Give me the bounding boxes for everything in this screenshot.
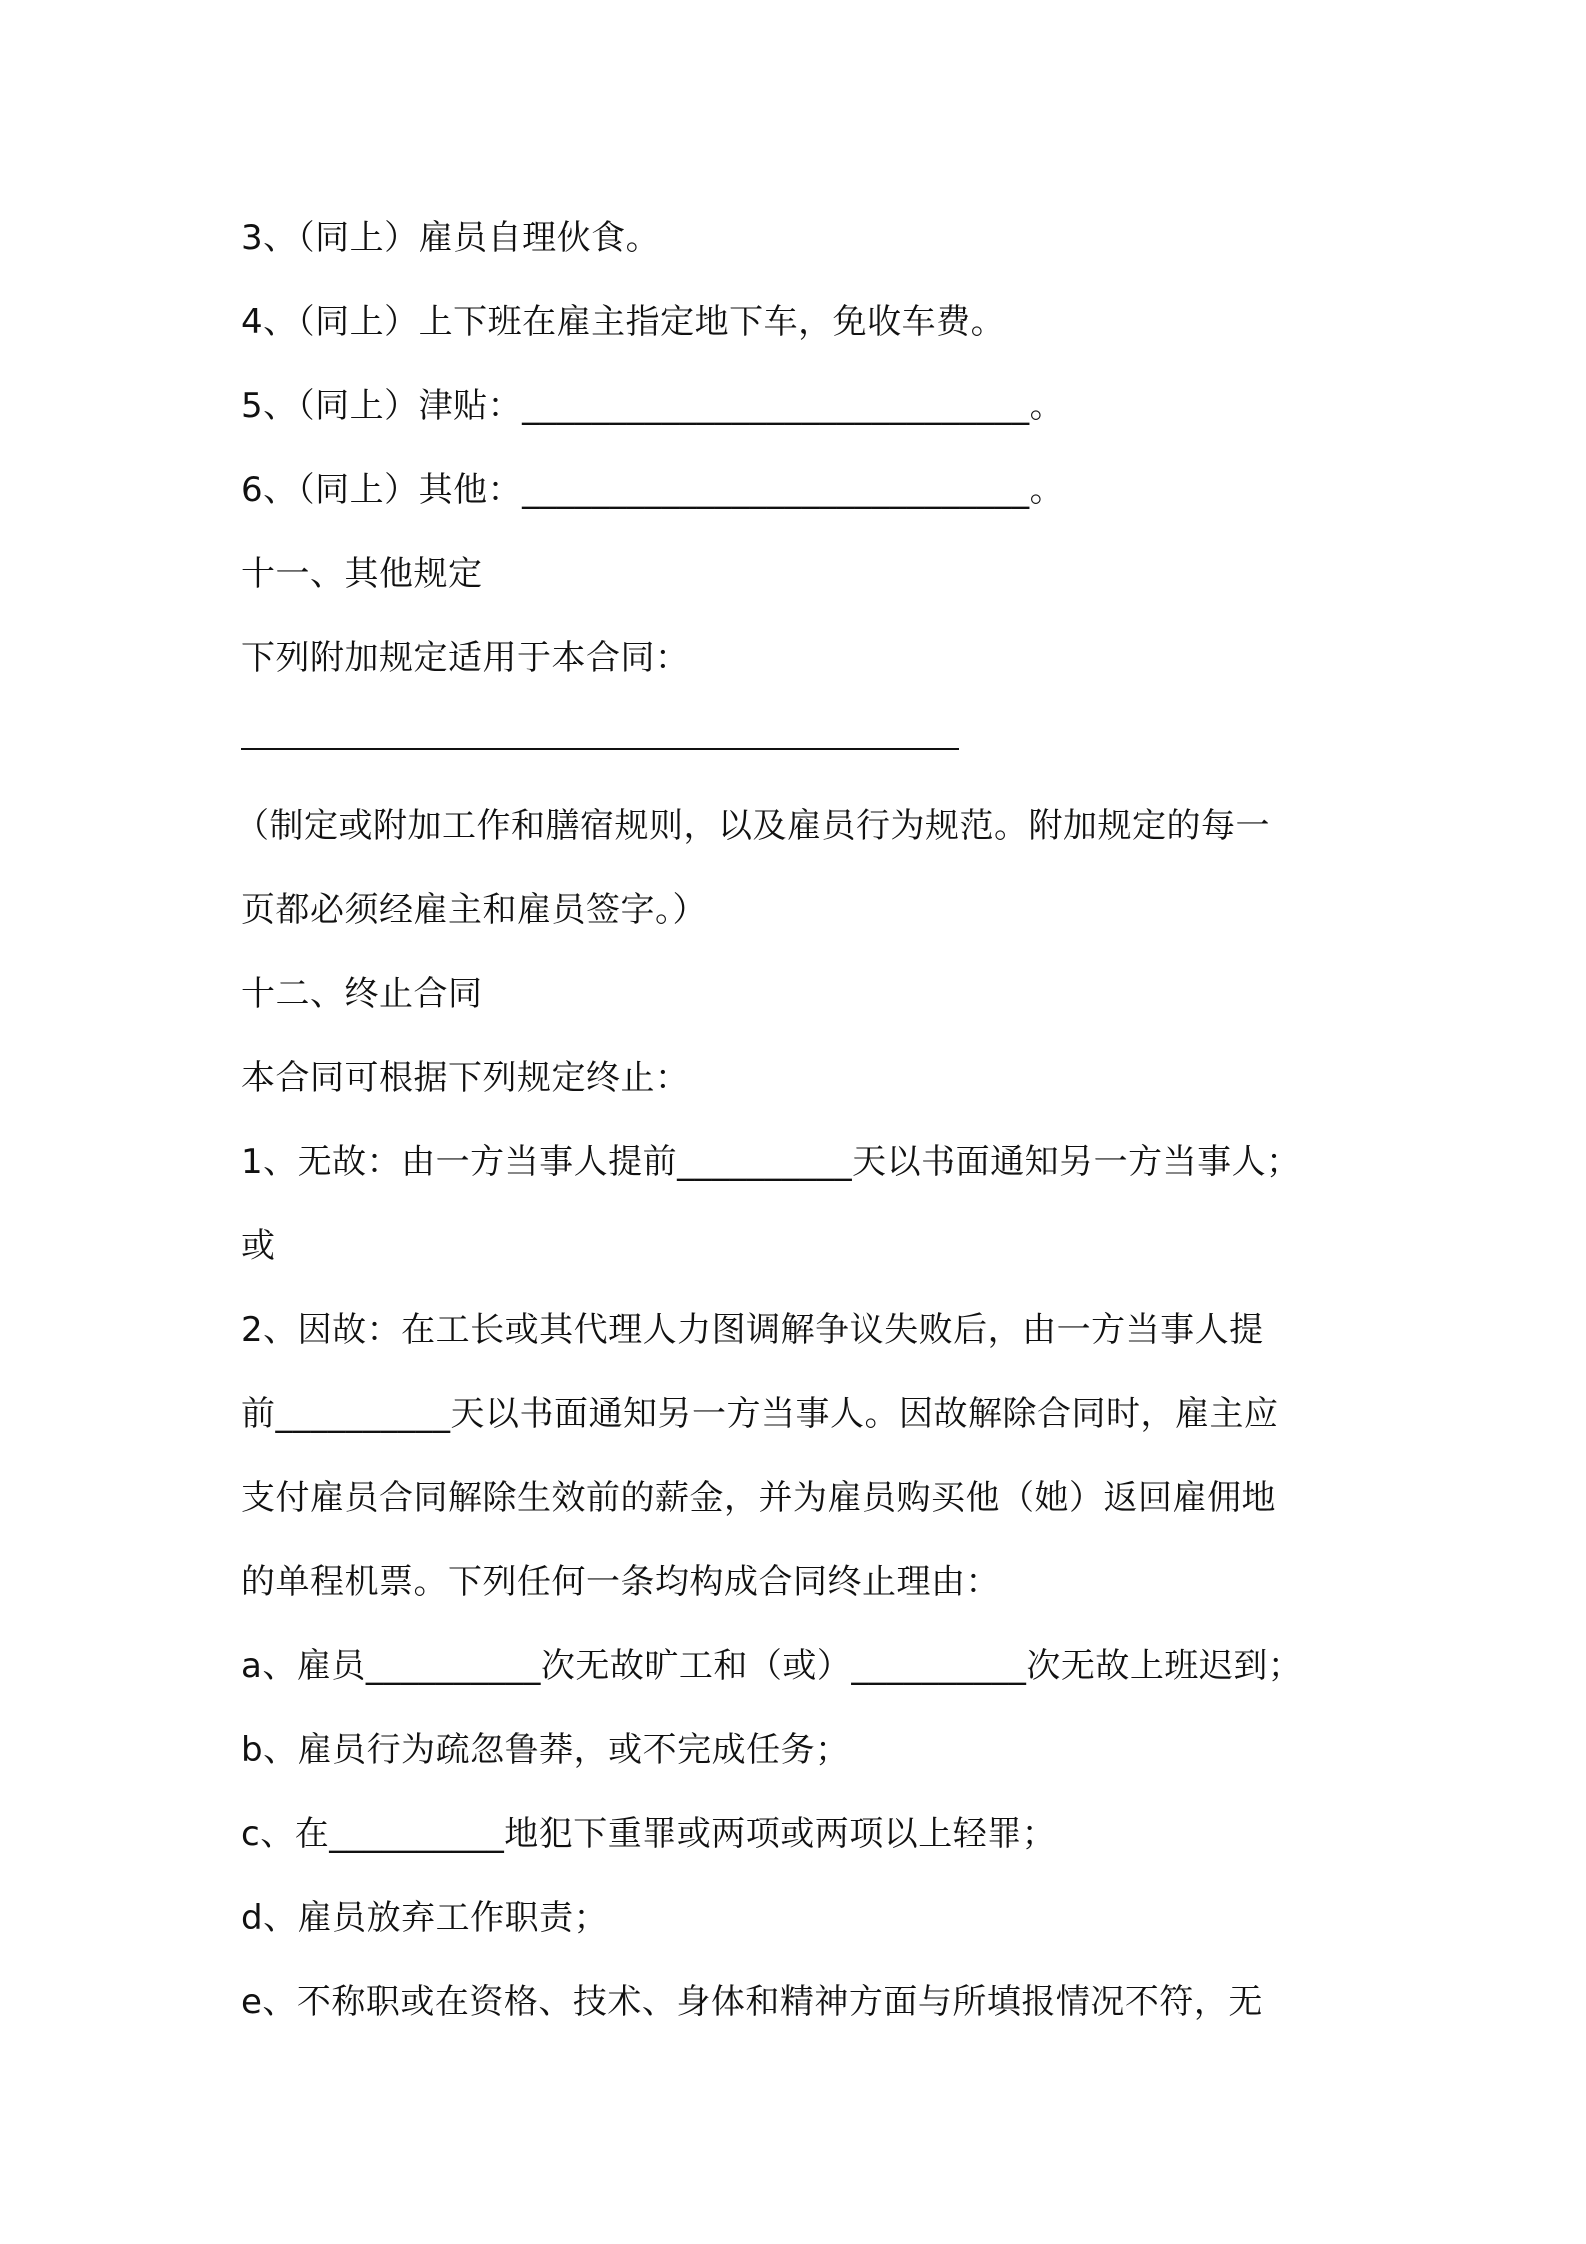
text-line: 3、（同上）雇员自理伙食。 bbox=[241, 218, 661, 258]
text-line: 下列附加规定适用于本合同： bbox=[241, 638, 690, 678]
document-body bbox=[235, 196, 1381, 2044]
text-line: 1、无故：由一方当事人提前__________天以书面通知另一方当事人； bbox=[241, 1142, 1301, 1182]
text-line: 或 bbox=[241, 1226, 276, 1266]
text-line: 页都必须经雇主和雇员签字。） bbox=[241, 890, 707, 930]
list-item: e、不称职或在资格、技术、身体和精神方面与所填报情况不符，无 bbox=[241, 1982, 1263, 2022]
text-line: 本合同可根据下列规定终止： bbox=[241, 1058, 690, 1098]
fill-in-blank bbox=[241, 700, 959, 750]
list-item: b、雇员行为疏忽鲁莽，或不完成任务； bbox=[241, 1730, 850, 1770]
text-line: 5、（同上）津贴：_____________________________。 bbox=[241, 386, 1065, 426]
text-line: 6、（同上）其他：_____________________________。 bbox=[241, 470, 1065, 510]
section-heading: 十二、终止合同 bbox=[241, 974, 483, 1014]
list-item: c、在__________地犯下重罪或两项或两项以上轻罪； bbox=[241, 1814, 1057, 1854]
text-line: （制定或附加工作和膳宿规则，以及雇员行为规范。附加规定的每一 bbox=[235, 806, 1270, 846]
list-item: a、雇员__________次无故旷工和（或）__________次无故上班迟到； bbox=[241, 1646, 1303, 1686]
blank-line-row bbox=[241, 700, 1381, 784]
text-line: 支付雇员合同解除生效前的薪金，并为雇员购买他（她）返回雇佣地 bbox=[241, 1478, 1276, 1518]
list-item: d、雇员放弃工作职责； bbox=[241, 1898, 609, 1938]
text-line: 前__________天以书面通知另一方当事人。因故解除合同时，雇主应 bbox=[241, 1394, 1279, 1434]
text-line: 的单程机票。下列任何一条均构成合同终止理由： bbox=[241, 1562, 1000, 1602]
text-line: 2、因故：在工长或其代理人力图调解争议失败后，由一方当事人提 bbox=[241, 1310, 1264, 1350]
section-heading: 十一、其他规定 bbox=[241, 554, 483, 594]
text-line: 4、（同上）上下班在雇主指定地下车，免收车费。 bbox=[241, 302, 1006, 342]
